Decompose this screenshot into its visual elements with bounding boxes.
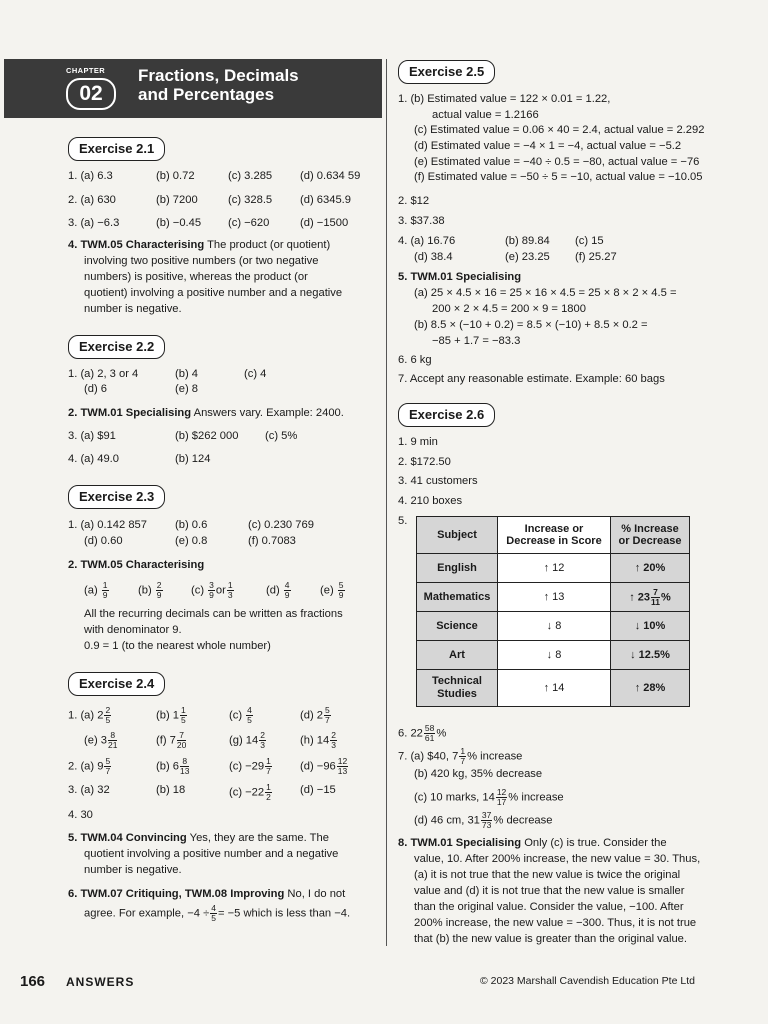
ex26-q7b: (b) 420 kg, 35% decrease — [414, 768, 543, 780]
row-percent: ↓ 10% — [611, 612, 690, 641]
ex26-q7a: 7. (a) $40, 7 $\frac{1}{7}$ % increase — [398, 746, 523, 766]
table-header-row — [417, 517, 690, 554]
row-percent: ↑ 23 $\frac{7}{11}$ % — [611, 583, 690, 612]
ex26-q7d: (d) 46 cm, 31 $\frac{37}{73}$ % decrease — [414, 810, 553, 830]
table-row — [417, 670, 690, 707]
ex22-q2: 2. TWM.01 Specialising Answers vary. Example: 2400. — [68, 407, 344, 419]
ex21-q4-line2: involving two positive numbers (or two negative — [84, 255, 319, 267]
ex26-q8-line7: that (b) the new value is greater than the original value. — [414, 933, 688, 945]
ex24-q4: 4. 30 — [68, 809, 93, 821]
ex25-q1e: (e) Estimated value = −40 ÷ 0.5 = −80, actual value = −76 — [414, 156, 700, 168]
row-change: ↑ 13 — [498, 583, 611, 612]
ex25-q5a-line2: 200 × 2 × 4.5 = 200 × 9 = 1800 — [432, 303, 586, 315]
row-change: ↑ 14 — [498, 670, 611, 707]
ex25-q7: 7. Accept any reasonable estimate. Example: 60 bags — [398, 373, 665, 385]
row-subject: English — [417, 554, 498, 583]
ex23-q2-line1: All the recurring decimals can be written as fractions — [84, 608, 343, 620]
exercise-2-3-heading: Exercise 2.3 — [68, 485, 165, 509]
ex25-q1c: (c) Estimated value = 0.06 × 40 = 2.4, actual value = 2.292 — [414, 124, 705, 136]
ex26-q8-line2: value, 10. After 200% increase, the new value = 30. Thus, — [414, 853, 701, 865]
exercise-2-4-heading: Exercise 2.4 — [68, 672, 165, 696]
ex21-q4-line5: number is negative. — [84, 303, 182, 315]
ex25-q1f: (f) Estimated value = −50 ÷ 5 = −10, actual value = −10.05 — [414, 171, 703, 183]
ex26-q1: 1. 9 min — [398, 436, 438, 448]
ex21-q4-line4: quotient) involving a positive number and a negative — [84, 287, 343, 299]
section-label: ANSWERS — [66, 975, 135, 989]
chapter-number: 02 — [66, 78, 116, 110]
chapter-label: CHAPTER — [66, 66, 106, 75]
row-percent: ↓ 12.5% — [611, 641, 690, 670]
ex24-q5-line2: quotient involving a positive number and a negative — [84, 848, 339, 860]
ex25-q2: 2. $12 — [398, 195, 430, 207]
ex25-q1d: (d) Estimated value = −4 × 1 = −4, actual value = −5.2 — [414, 140, 682, 152]
ex25-q5b-line1: (b) 8.5 × (−10 + 0.2) = 8.5 × (−10) + 8.5 × 0.2 = — [414, 319, 648, 331]
ex24-q6-line1: 6. TWM.07 Critiquing, TWM.08 Improving No, I do not — [68, 888, 346, 900]
row-change: ↓ 8 — [498, 641, 611, 670]
ex26-q2: 2. $172.50 — [398, 456, 451, 468]
ex26-q7c: (c) 10 marks, 14 $\frac{12}{17}$ % increase — [414, 787, 564, 807]
ex26-q8-line3: (a) it is not true that the new value is twice the original — [414, 869, 681, 881]
score-change-table — [416, 516, 690, 707]
copyright-text: © 2023 Marshall Cavendish Education Pte Ltd — [480, 975, 695, 987]
row-change: ↓ 8 — [498, 612, 611, 641]
row-subject: Science — [417, 612, 498, 641]
header-percent: % Increase or Decrease — [611, 517, 690, 554]
row-percent: ↑ 20% — [611, 554, 690, 583]
exercise-2-5-heading: Exercise 2.5 — [398, 60, 495, 84]
ex26-q8-line1: 8. TWM.01 Specialising Only (c) is true. Consider the — [398, 837, 667, 849]
exercise-2-1-heading: Exercise 2.1 — [68, 137, 165, 161]
ex25-q6: 6. 6 kg — [398, 354, 432, 366]
answer-page: CHAPTER 02 Fractions, Decimals and Percentages Exercise 2.1 1. (a) 6.3 (b) 0.72 (c) 3.285 (d) 0.634 59 2. (a) 630 (b) 7200 (c) 328.5 (d) 6345.9 3. (a) −6.3 (b) −0.45 (c) −620 (d) −1500 4. TWM.05 Characterising The product (or quotient) involving two positive numbers (or two negative numbers) is positive, whereas the product (or quotient) involving a positive number and a negative number is negative. Exercise 2.2 1. (a) 2, 3 or 4 (b) 4 (c) 4 (d) 6 (e) 8 2. TWM.01 Specialising Answers vary. Example: 2400. 3. (a) $91 (b) $262 000 (c) 5% 4. (a) 49.0 (b) 124 Exercise 2.3 1. (a) 0.142 857 (b) 0.6 (c) 0.230 769 (d) 0.60 (e) 0.8 (f) 0.7083 2. TWM.05 Characterising (a) $\frac{1}{9}$ (b) $\frac{2}{9}$ (c) $\frac{3}{9}$ or $\frac{1}{3}$ (d) $\frac{4}{9}$ (e) $\frac{5}{9}$ All the recurring decimals can be written as fractions with denominator 9. 0.9 = 1 (to the nearest whole number) Exercise 2.4 1. (a) 2 $\frac{2}{5}$ (b) 1 $\frac{1}{5}$ (c) $\frac{4}{5}$ (d) 2 $\frac{5}{7}$ (e) 3 $\frac{8}{21}$ (f) 7 $\frac{7}{20}$ (g) 14 $\frac{2}{3}$ (h) 14 $\frac{2}{3}$ 2. (a) 9 $\frac{5}{7}$ (b) 6 $\frac{8}{13}$ (c) −29 $\frac{1}{7}$ (d) −96 $\frac{12}{13}$ 3. (a) 32 (b) 18 (c) −22 $\frac{1}{2}$ (d) −15 4. 30 5. TWM.04 Convincing Yes, they are the same. The quotient involving a positive number and a negative number is negative. 6. TWM.07 Critiquing, TWM.08 Improving No, I do not agree. For example, −4 ÷ $\frac{4}{5}$ = −5 which is less than −4. Exercise 2.5 1. (b) Estimated value = 122 × 0.01 = 1.22, actual value = 1.2166 (c) Estimated value = 0.06 × 40 = 2.4, actual value = 2.292 (d) Estimated value = −4 × 1 = −4, actual value = −5.2 (e) Estimated value = −40 ÷ 0.5 = −80, actual value = −76 (f) Estimated value = −50 ÷ 5 = −10, actual value = −10.05 2. $12 3. $37.38 4. (a) 16.76 (b) 89.84 (c) 15 (d) 38.4 (e) 23.25 (f) 25.27 5. TWM.01 Specialising (a) 25 × 4.5 × 16 = 25 × 16 × 4.5 = 25 × 8 × 2 × 4.5 = 200 × 2 × 4.5 = 200 × 9 = 1800 (b) 8.5 × (−10 + 0.2) = 8.5 × (−10) + 8.5 × 0.2 = −85 + 1.7 = −83.3 6. 6 kg 7. Accept any reasonable estimate. Example: 60 bags Exercise 2.6 1. 9 min 2. $172.50 3. 41 customers 4. 210 boxes 5. Subject Increase or Decrease in Score % Increase or Decrease English ↑ 12 ↑ 20% Mathematics ↑ 13 ↑ 23 $\frac{7}{11}$ % Science ↓ 8 ↓ 10% Art ↓ 8 ↓ 12.5% Technical Studies ↑ 14 ↑ 28% 6. 22 $\frac{58}{61}$ % 7. (a) $40, 7 $\frac{1}{7}$ % increase (b) 420 kg, 35% decrease (c) 10 marks, 14 $\frac{12}{17}$ % increase (d) 46 cm, 31 $\frac{37}{73}$ % decrease 8. TWM.01 Specialising Only (c) is true. Consider the value, 10. After 200% increase, the new value = 30. Thus, (a) it is not true that the new value is twice the original value and (d) it is not true that the new value is smaller than the original value. Consider the value, −100. After 200% increase, the new value = −300. Thus, it is not true that (b) the new value is greater than the original value. 166 ANSWERS © 2023 Marshall Cavendish Education Pte Ltd — [0, 0, 768, 1024]
ex24-q6-line2: agree. For example, −4 ÷ $\frac{4}{5}$ = −5 which is less than −4. — [84, 903, 351, 923]
row-subject: Art — [417, 641, 498, 670]
ex26-q8-line4: value and (d) it is not true that the new value is smaller — [414, 885, 685, 897]
ex25-q5b-line2: −85 + 1.7 = −83.3 — [432, 335, 521, 347]
ex25-q1b-line1: 1. (b) Estimated value = 122 × 0.01 = 1.22, — [398, 93, 611, 105]
ex24-q5-line1: 5. TWM.04 Convincing Yes, they are the same. The — [68, 832, 329, 844]
header-subject: Subject — [417, 517, 498, 554]
ex25-q5a-line1: (a) 25 × 4.5 × 16 = 25 × 16 × 4.5 = 25 × 8 × 2 × 4.5 = — [414, 287, 677, 299]
table-row — [417, 554, 690, 583]
ex21-q4-line1: 4. TWM.05 Characterising The product (or quotient) — [68, 239, 331, 251]
ex26-q5: 5. — [398, 515, 408, 527]
table-row — [417, 583, 690, 612]
column-divider — [386, 59, 387, 946]
row-subject: Mathematics — [417, 583, 498, 612]
ex25-q5-label: 5. TWM.01 Specialising — [398, 271, 522, 283]
exercise-2-2-heading: Exercise 2.2 — [68, 335, 165, 359]
ex25-q3: 3. $37.38 — [398, 215, 445, 227]
header-change: Increase or Decrease in Score — [498, 517, 611, 554]
ex25-q1b-line2: actual value = 1.2166 — [432, 109, 539, 121]
chapter-title: Fractions, Decimals and Percentages — [138, 66, 299, 104]
exercise-2-6-heading: Exercise 2.6 — [398, 403, 495, 427]
page-number: 166 — [20, 973, 46, 990]
ex23-q2-line3: 0.9 = 1 (to the nearest whole number) — [84, 640, 271, 652]
row-subject: Technical Studies — [417, 670, 498, 707]
ex26-q8-line5: than the original value. Consider the value, −100. After — [414, 901, 684, 913]
ex23-q2-label: 2. TWM.05 Characterising — [68, 559, 205, 571]
ex26-q6: 6. 22 $\frac{58}{61}$ % — [398, 723, 447, 743]
ex24-q5-line3: number is negative. — [84, 864, 182, 876]
ex23-q2-line2: with denominator 9. — [84, 624, 182, 636]
table-row — [417, 641, 690, 670]
ex26-q8-line6: 200% increase, the new value = −300. Thus, it is not true — [414, 917, 697, 929]
row-percent: ↑ 28% — [611, 670, 690, 707]
ex21-q4-line3: numbers) is positive, whereas the product (or — [84, 271, 308, 283]
ex26-q3: 3. 41 customers — [398, 475, 478, 487]
row-change: ↑ 12 — [498, 554, 611, 583]
table-row — [417, 612, 690, 641]
ex26-q4: 4. 210 boxes — [398, 495, 463, 507]
